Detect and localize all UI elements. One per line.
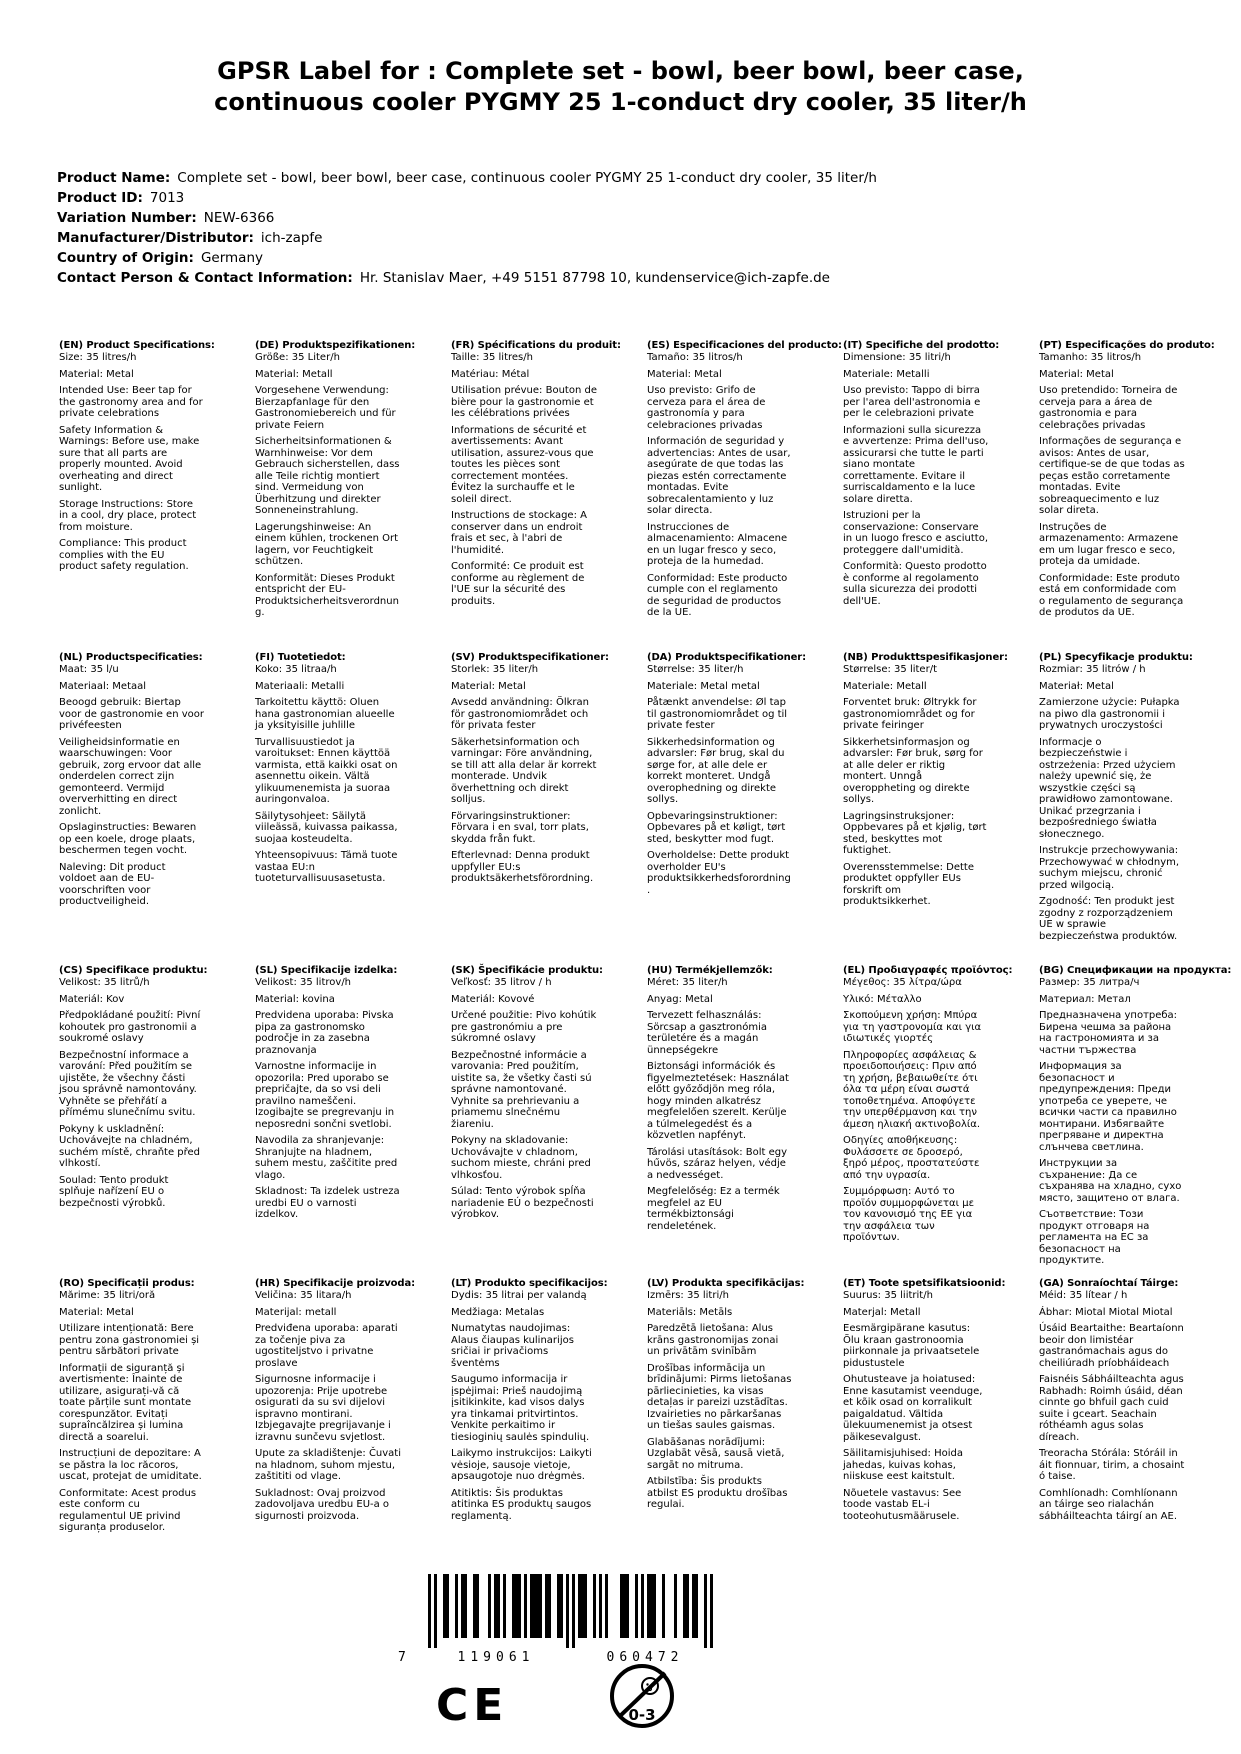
field-value: Complete set - bowl, beer bowl, beer case, continuous cooler PYGMY 25 1-conduct dry cooler, 35 liter/h xyxy=(177,170,877,186)
spec-paragraph: Ohutusteave ja hoiatused: Enne kasutamist veenduge, et kõik osad on korralikult paigaldatud. Vältida ülekuumenemist ja otsest päikesevalgust. xyxy=(843,1374,983,1443)
spec-paragraph: Treoracha Stórála: Stóráil in áit fionnuar, tirim, a chosaint ó taise. xyxy=(1039,1448,1185,1482)
spec-paragraph: Faisnéis Sábháilteachta agus Rabhadh: Roimh úsáid, déan cinnte go bhfuil gach cuid suite i gceart. Seachain róthéamh agus solas díreach. xyxy=(1039,1374,1184,1443)
barcode-prefix-digit: 7 xyxy=(398,1650,406,1665)
lang-block-nb xyxy=(843,652,1039,908)
spec-paragraph: Atitiktis: Šis produktas atitinka ES produktų saugos reglamentą. xyxy=(451,1487,592,1522)
lang-heading: (SL) Specifikacije izdelka: xyxy=(255,965,398,976)
lang-block-lv xyxy=(647,1278,843,1511)
spec-paragraph: Ábhar: Miotal Miotal Miotal xyxy=(1039,1306,1173,1318)
field-label: Product Name: xyxy=(57,170,171,186)
spec-paragraph: Συμμόρφωση: Αυτό το προϊόν συμμορφώνεται με τον κανονισμό της ΕΕ για την ασφάλεια των προϊόντων. xyxy=(843,1186,974,1243)
spec-paragraph: Uso previsto: Tappo di birra per l'area dell'astronomia e per le celebrazioni private xyxy=(843,385,981,419)
spec-paragraph: Informații de siguranță și avertismente: Înainte de utilizare, asigurați-vă că toate părțile sunt montate corespunzător. Evitați supraîncălzirea și lumina directă a soarelui. xyxy=(59,1362,192,1443)
lang-heading: (HU) Termékjellemzők: xyxy=(647,965,773,976)
lang-block-es xyxy=(647,340,843,619)
lang-block-ga xyxy=(1039,1278,1235,1522)
spec-paragraph: Megfelelőség: Ez a termék megfelel az EU termékbiztonsági rendeletének. xyxy=(647,1186,780,1232)
lang-heading: (DE) Produktspezifikationen: xyxy=(255,340,416,351)
spec-paragraph: Skladnost: Ta izdelek ustreza uredbi EU o varnosti izdelkov. xyxy=(255,1186,400,1220)
spec-paragraph: Pokyny k uskladnění: Uchovávejte na chladném, suchém místě, chraňte před vlhkostí. xyxy=(59,1123,201,1169)
lang-block-fr xyxy=(451,340,647,607)
spec-paragraph: Tamanho: 35 litros/h xyxy=(1039,352,1142,363)
spec-paragraph: Material: Metal xyxy=(1039,368,1114,380)
spec-paragraph: Soulad: Tento produkt splňuje nařízení EU o bezpečnosti výrobků. xyxy=(59,1174,169,1209)
lang-block-ro xyxy=(59,1278,255,1534)
lang-block-hr xyxy=(255,1278,451,1522)
spec-paragraph: Μέγεθος: 35 λίτρα/ώρα xyxy=(843,977,962,988)
field-label: Variation Number: xyxy=(57,210,197,226)
spec-paragraph: Overholdelse: Dette produkt overholder EU's produktsikkerhedsforordning. xyxy=(647,850,791,896)
spec-paragraph: Upute za skladištenje: Čuvati na hladnom, suhom mjestu, zaštititi od vlage. xyxy=(255,1448,402,1482)
spec-paragraph: Материал: Метал xyxy=(1039,993,1131,1005)
spec-paragraph: Størrelse: 35 liter/t xyxy=(843,664,937,675)
field-label: Manufacturer/Distributor: xyxy=(57,230,254,246)
spec-paragraph: Taille: 35 litres/h xyxy=(451,352,533,363)
spec-paragraph: Storage Instructions: Store in a cool, dry place, protect from moisture. xyxy=(59,498,197,533)
spec-paragraph: Atbilstība: Šis produkts atbilst ES produktu drošības regulai. xyxy=(647,1476,788,1510)
spec-paragraph: Safety Information & Warnings: Before use, make sure that all parts are properly mounted. Avoid overheating and direct sunlight. xyxy=(59,424,200,493)
spec-paragraph: Numatytas naudojimas: Alaus čiaupas kulinarijos sričiai ir privačioms šventėms xyxy=(451,1323,574,1369)
spec-paragraph: Opbevaringsinstruktioner: Opbevares på et køligt, tørt sted, beskytter mod fugt. xyxy=(647,810,786,845)
lang-block-de xyxy=(255,340,451,619)
field-value: NEW-6366 xyxy=(203,210,275,226)
lang-heading: (ES) Especificaciones del producto: xyxy=(647,340,842,351)
spec-paragraph: Mărime: 35 litri/oră xyxy=(59,1290,156,1301)
lang-heading: (NL) Productspecificaties: xyxy=(59,652,203,663)
spec-paragraph: Material: Metal xyxy=(59,368,134,380)
spec-paragraph: Utilizare intenționată: Bere pentru zona gastronomiei și pentru sărbători private xyxy=(59,1323,200,1357)
spec-paragraph: Predviđena uporaba: aparati za točenje piva za ugostiteljstvo i privatne proslave xyxy=(255,1323,398,1369)
spec-paragraph: Lagringsinstruksjoner: Oppbevares på et kjølig, tørt sted, beskyttes mot fuktighet. xyxy=(843,810,987,856)
lang-heading: (LV) Produkta specifikācijas: xyxy=(647,1278,805,1289)
spec-paragraph: Οδηγίες αποθήκευσης: Φυλάσσετε σε δροσερό, ξηρό μέρος, προστατεύστε από την υγρασία. xyxy=(843,1135,980,1181)
lang-block-sv xyxy=(451,652,647,885)
spec-paragraph: Efterlevnad: Denna produkt uppfyller EU:s produktsäkerhetsförordning. xyxy=(451,850,594,884)
spec-paragraph: Предназначена употреба: Бирена чешма за района на гастрономията и за частни тържества xyxy=(1039,1010,1178,1056)
spec-paragraph: Istruzioni per la conservazione: Conservare in un luogo fresco e asciutto, proteggere dall'umidità. xyxy=(843,510,989,556)
spec-paragraph: Súlad: Tento výrobok spĺňa nariadenie EÚ o bezpečnosti výrobkov. xyxy=(451,1186,594,1220)
spec-paragraph: Material: Metal xyxy=(647,368,722,380)
spec-paragraph: Laikymo instrukcijos: Laikyti vėsioje, sausoje vietoje, apsaugotoje nuo drėgmės. xyxy=(451,1448,592,1482)
spec-paragraph: Sukladnost: Ovaj proizvod zadovoljava uredbu EU-a o sigurnosti proizvoda. xyxy=(255,1487,390,1522)
spec-paragraph: Určené použitie: Pivo kohútik pre gastronómiu a pre súkromné oslavy xyxy=(451,1010,597,1044)
spec-paragraph: Materjal: Metall xyxy=(843,1306,921,1318)
spec-paragraph: Bezpečnostní informace a varování: Před použitím se ujistěte, že všechny části jsou správně namontovány. Vyhněte se přehřátí a přímému slunečnímu svitu. xyxy=(59,1049,197,1118)
spec-paragraph: Materiaal: Metaal xyxy=(59,680,147,692)
spec-paragraph: Material: Metal xyxy=(451,680,526,692)
spec-paragraph: Съответствие: Този продукт отговаря на регламента на ЕС за безопасност на продуктите. xyxy=(1039,1209,1150,1266)
spec-paragraph: Conformidad: Este producto cumple con el reglamento de seguridad de productos de la UE. xyxy=(647,572,788,618)
spec-paragraph: Materiāls: Metāls xyxy=(647,1306,733,1318)
lang-heading: (NB) Produkttspesifikasjoner: xyxy=(843,652,1008,663)
spec-paragraph: Säilitamisjuhised: Hoida jahedas, kuivas kohas, niiskuse eest kaitstult. xyxy=(843,1448,963,1482)
spec-paragraph: Overensstemmelse: Dette produktet oppfyller EUs forskrift om produktsikkerhet. xyxy=(843,861,974,907)
barcode-group1-digits: 119061 xyxy=(457,1650,535,1665)
spec-paragraph: Tervezett felhasználás: Sörcsap a gasztronómia területére és a magán ünnepségekre xyxy=(647,1010,767,1056)
spec-paragraph: Saugumo informacija ir įspėjimai: Prieš naudojimą įsitikinkite, kad visos dalys yra tinkamai pritvirtintos. Venkite perkaitimo ir tiesioginių saulės spindulių. xyxy=(451,1374,590,1443)
spec-paragraph: Υλικό: Μέταλλο xyxy=(843,993,922,1005)
lang-heading: (FR) Spécifications du produit: xyxy=(451,340,621,351)
spec-paragraph: Tamaño: 35 litros/h xyxy=(647,352,743,363)
spec-paragraph: Material: Metal xyxy=(59,1306,134,1318)
lang-heading: (EL) Προδιαγραφές προϊόντος: xyxy=(843,965,1013,976)
product-info-field xyxy=(57,268,877,288)
lang-block-lt xyxy=(451,1278,647,1522)
spec-paragraph: Paredzētā lietošana: Alus krāns gastronomijas zonai un privātām svinībām xyxy=(647,1323,779,1357)
spec-paragraph: Velikost: 35 litrov/h xyxy=(255,977,352,988)
spec-paragraph: Compliance: This product complies with the EU product safety regulation. xyxy=(59,538,189,572)
lang-heading: (HR) Specifikacije proizvoda: xyxy=(255,1278,416,1289)
spec-paragraph: Dimensione: 35 litri/h xyxy=(843,352,951,363)
spec-paragraph: Tárolási utasítások: Bolt egy hűvös, száraz helyen, védje a nedvességet. xyxy=(647,1146,788,1181)
field-label: Country of Origin: xyxy=(57,250,194,266)
spec-paragraph: Materijal: metall xyxy=(255,1306,337,1318)
spec-paragraph: Material: kovina xyxy=(255,993,335,1005)
spec-paragraph: Suurus: 35 liitrit/h xyxy=(843,1290,933,1301)
spec-paragraph: Sikkerhedsinformation og advarsler: Før brug, skal du sørge for, at alle dele er korrekt monteret. Undgå overophedning og direkte sollys. xyxy=(647,736,785,805)
field-value: Germany xyxy=(200,250,263,266)
spec-paragraph: Veličina: 35 litara/h xyxy=(255,1290,352,1301)
spec-paragraph: Instructions de stockage: A conserver dans un endroit frais et sec, à l'abri de l'humidité. xyxy=(451,510,587,556)
spec-paragraph: Avsedd användning: Ölkran för gastronomiområdet och för privata fester xyxy=(451,697,589,731)
spec-paragraph: Sicherheitsinformationen & Warnhinweise: Vor dem Gebrauch sicherstellen, dass alle Teile richtig montiert sind. Vermeidung von Überhitzung und direkter Sonneneinstrahlung. xyxy=(255,436,400,516)
spec-paragraph: Nõuetele vastavus: See toode vastab EL-i tooteohutusmäärusele. xyxy=(843,1487,962,1522)
spec-paragraph: Lagerungshinweise: An einem kühlen, trockenen Ort lagern, vor Feuchtigkeit schützen. xyxy=(255,521,399,567)
lang-block-bg xyxy=(1039,965,1235,1267)
spec-paragraph: Biztonsági információk és figyelmeztetések: Használat előtt győződjön meg róla, hogy minden alkatrész megfelelően szerelt. Kerülje a túlmelegedést és a közvetlen napfényt. xyxy=(647,1061,789,1141)
spec-paragraph: Izmērs: 35 litri/h xyxy=(647,1290,729,1301)
ce-mark-icon: CE xyxy=(436,1680,509,1731)
spec-paragraph: Maat: 35 l/u xyxy=(59,664,119,675)
spec-paragraph: Størrelse: 35 liter/h xyxy=(647,664,744,675)
spec-paragraph: Zamierzone użycie: Pułapka na piwo dla gastronomii i prywatnych uroczystości xyxy=(1039,697,1180,731)
spec-paragraph: Veľkosť: 35 litrov / h xyxy=(451,977,552,988)
spec-paragraph: Medžiaga: Metalas xyxy=(451,1306,545,1318)
barcode-group2-digits: 060472 xyxy=(606,1650,684,1665)
spec-paragraph: Opslaginstructies: Bewaren op een koele, droge plaats, beschermen tegen vocht. xyxy=(59,822,197,856)
spec-paragraph: Информация за безопасност и предупреждения: Преди употреба се уверете, че всички части са правилно монтирани. Избягвайте прегряване и директна слънчева светлина. xyxy=(1039,1061,1177,1153)
lang-block-pl xyxy=(1039,652,1235,942)
lang-block-et xyxy=(843,1278,1039,1522)
lang-block-sl xyxy=(255,965,451,1221)
lang-block-nl xyxy=(59,652,255,908)
spec-paragraph: Conformité: Ce produit est conforme au règlement de l'UE sur la sécurité des produits. xyxy=(451,561,585,607)
spec-paragraph: Uso previsto: Grifo de cerveza para el área de gastronomía y para celebraciones privadas xyxy=(647,385,766,431)
product-info-field xyxy=(57,208,877,228)
lang-block-hu xyxy=(647,965,843,1232)
spec-paragraph: Size: 35 litres/h xyxy=(59,352,137,363)
spec-paragraph: Vorgesehene Verwendung: Bierzapfanlage für den Gastronomiebereich und für private Feiern xyxy=(255,385,396,431)
spec-paragraph: Informazioni sulla sicurezza e avvertenze: Prima dell'uso, assicurarsi che tutte le parti siano montate correttamente. Evitare il surriscaldamento e la luce solare diretta. xyxy=(843,424,989,505)
spec-paragraph: Bezpečnostné informácie a varovania: Pred použitím, uistite sa, že všetky časti sú správne namontované. Vyhnite sa prehrievaniu a priamemu slnečnému žiareniu. xyxy=(451,1049,592,1130)
spec-paragraph: Forventet bruk: Øltrykk for gastronomiområdet og for private feiringer xyxy=(843,697,977,731)
spec-paragraph: Σκοπούμενη χρήση: Μπύρα για τη γαστρονομία και για ιδιωτικές γιορτές xyxy=(843,1010,982,1044)
spec-paragraph: Rozmiar: 35 litrów / h xyxy=(1039,664,1146,675)
field-label: Product ID: xyxy=(57,190,143,206)
lang-heading: (CS) Specifikace produktu: xyxy=(59,965,208,976)
lang-block-cs xyxy=(59,965,255,1209)
spec-paragraph: Informations de sécurité et avertissements: Avant utilisation, assurez-vous que toutes les pièces sont correctement montées. Évitez la surchauffe et le soleil direct. xyxy=(451,424,594,505)
spec-paragraph: Materiál: Kovové xyxy=(451,993,535,1005)
lang-block-pt xyxy=(1039,340,1235,619)
spec-paragraph: Materiale: Metall xyxy=(843,680,927,692)
lang-heading: (SV) Produktspecifikationer: xyxy=(451,652,609,663)
lang-heading: (ET) Toote spetsifikatsioonid: xyxy=(843,1278,1006,1289)
lang-heading: (RO) Specificații produs: xyxy=(59,1278,195,1289)
page-title: GPSR Label for : Complete set - bowl, beer bowl, beer case, continuous cooler PYGMY 25 1-conduct dry cooler, 35 liter/h xyxy=(214,57,1027,117)
spec-paragraph: Eesmärgipärane kasutus: Õlu kraan gastronoomia piirkonnale ja privaatsetele pidustustele xyxy=(843,1323,980,1369)
spec-paragraph: Größe: 35 Liter/h xyxy=(255,352,340,363)
spec-paragraph: Comhlíonadh: Comhlíonann an táirge seo rialachán sábháilteachta táirgí an AE. xyxy=(1039,1487,1178,1522)
spec-paragraph: Säkerhetsinformation och varningar: Före användning, se till att alla delar är korrekt monterade. Undvik överhettning och direkt solljus. xyxy=(451,736,597,805)
spec-paragraph: Conformidade: Este produto está em conformidade com o regulamento de segurança de produtos da UE. xyxy=(1039,572,1184,618)
spec-paragraph: Yhteensopivuus: Tämä tuote vastaa EU:n tuoteturvallisuusasetusta. xyxy=(255,850,398,884)
spec-paragraph: Beoogd gebruik: Biertap voor de gastronomie en voor privéfeesten xyxy=(59,697,204,731)
spec-paragraph: Glabāšanas norādījumi: Uzglabāt vēsā, sausā vietā, sargāt no mitruma. xyxy=(647,1436,785,1471)
spec-paragraph: Sigurnosne informacije i upozorenja: Prije upotrebe osigurati da su svi dijelovi ispravno montirani. Izbjegavajte pregrijavanje i izravnu sunčevu svjetlost. xyxy=(255,1374,391,1443)
spec-paragraph: Intended Use: Beer tap for the gastronomy area and for private celebrations xyxy=(59,385,203,419)
lang-heading: (LT) Produkto specifikacijos: xyxy=(451,1278,608,1289)
spec-paragraph: Dydis: 35 litrai per valandą xyxy=(451,1290,587,1301)
lang-block-it xyxy=(843,340,1039,607)
spec-paragraph: Informações de segurança e avisos: Antes de usar, certifique-se de que todas as peças estão corretamente montadas. Evite sobreaquecimento e luz solar direta. xyxy=(1039,436,1185,516)
spec-paragraph: Tarkoitettu käyttö: Oluen hana gastronomian alueelle ja yksityisille juhlille xyxy=(255,697,395,731)
lang-heading: (SK) Špecifikácie produktu: xyxy=(451,965,603,976)
spec-paragraph: Förvaringsinstruktioner: Förvara i en sval, torr plats, skydda från fukt. xyxy=(451,810,589,845)
spec-paragraph: Drošības informācija un brīdinājumi: Pirms lietošanas pārliecinieties, ka visas detaļas ir pareizi uzstādītas. Izvairieties no pārkaršanas un tiešas saules gaismas. xyxy=(647,1362,792,1431)
spec-paragraph: Materiaali: Metalli xyxy=(255,680,345,692)
lang-block-el xyxy=(843,965,1039,1244)
spec-paragraph: Materiale: Metalli xyxy=(843,368,930,380)
lang-heading: (FI) Tuotetiedot: xyxy=(255,652,346,663)
spec-paragraph: Materiał: Metal xyxy=(1039,680,1114,692)
field-value: Hr. Stanislav Maer, +49 5151 87798 10, kundenservice@ich-zapfe.de xyxy=(359,270,830,286)
lang-block-sk xyxy=(451,965,647,1221)
spec-paragraph: Méid: 35 lítear / h xyxy=(1039,1290,1128,1301)
spec-paragraph: Πληροφορίες ασφάλειας & προειδοποιήσεις: Πριν από τη χρήση, βεβαιωθείτε ότι όλα τα μέρη είναι σωστά τοποθετημένα. Αποφύγετε την υπερθέρμανση και την άμεση ηλιακή ακτινοβολία. xyxy=(843,1049,981,1130)
spec-paragraph: Naleving: Dit product voldoet aan de EU-voorschriften voor productveiligheid. xyxy=(59,861,166,907)
spec-paragraph: Instrucțiuni de depozitare: A se păstra la loc răcoros, uscat, protejat de umiditate. xyxy=(59,1448,202,1482)
spec-paragraph: Turvallisuustiedot ja varoitukset: Ennen käyttöä varmista, että kaikki osat on asennettu oikein. Vältä ylikuumenemista ja suoraa auringonvaloa. xyxy=(255,736,398,805)
lang-row xyxy=(59,965,1235,1267)
spec-paragraph: Veiligheidsinformatie en waarschuwingen: Voor gebruik, zorg ervoor dat alle onderdelen correct zijn gemonteerd. Vermijd oververhitting en direct zonlicht. xyxy=(59,736,202,817)
age-warning-icon xyxy=(608,1662,678,1750)
spec-paragraph: Méret: 35 liter/h xyxy=(647,977,728,988)
spec-paragraph: Påtænkt anvendelse: Øl tap til gastronomiområdet og til private fester xyxy=(647,697,788,731)
barcode xyxy=(398,1574,713,1668)
spec-paragraph: Materiale: Metal metal xyxy=(647,680,760,692)
lang-heading: (PL) Specyfikacje produktu: xyxy=(1039,652,1193,663)
spec-paragraph: Material: Metall xyxy=(255,368,333,380)
product-info-field xyxy=(57,188,877,208)
spec-paragraph: Zgodność: Ten produkt jest zgodny z rozporządzeniem UE w sprawie bezpieczeństwa produktów. xyxy=(1039,896,1178,942)
lang-block-fi xyxy=(255,652,451,885)
product-info-field xyxy=(57,248,877,268)
spec-paragraph: Conformitate: Acest produs este conform cu regulamentul UE privind siguranța produselor. xyxy=(59,1487,197,1533)
lang-heading: (BG) Спецификации на продукта: xyxy=(1039,965,1232,976)
spec-paragraph: Instrucciones de almacenamiento: Almacene en un lugar fresco y seco, proteja de la humedad. xyxy=(647,521,788,567)
field-value: 7013 xyxy=(149,190,185,206)
barcode-bars xyxy=(428,1574,713,1648)
spec-paragraph: Konformität: Dieses Produkt entspricht der EU-Produktsicherheitsverordnung. xyxy=(255,572,399,618)
product-info-field xyxy=(57,228,877,248)
product-info-field xyxy=(57,168,877,188)
spec-paragraph: Инструкции за съхранение: Да се съхранява на хладно, сухо място, защитено от влага. xyxy=(1039,1158,1182,1204)
lang-block-en xyxy=(59,340,255,573)
lang-heading: (PT) Especificações do produto: xyxy=(1039,340,1215,351)
lang-row xyxy=(59,652,1235,942)
spec-paragraph: Conformità: Questo prodotto è conforme al regolamento sulla sicurezza dei prodotti dell'UE. xyxy=(843,561,987,607)
lang-heading: (EN) Product Specifications: xyxy=(59,340,215,351)
lang-block-da xyxy=(647,652,843,896)
spec-paragraph: Размер: 35 литра/ч xyxy=(1039,977,1140,988)
lang-row xyxy=(59,1278,1235,1534)
lang-heading: (DA) Produktspecifikationer: xyxy=(647,652,807,663)
spec-paragraph: Předpokládané použití: Pivní kohoutek pro gastronomii a soukromé oslavy xyxy=(59,1010,201,1044)
spec-paragraph: Navodila za shranjevanje: Shranjujte na hladnem, suhem mestu, zaščitite pred vlago. xyxy=(255,1135,398,1181)
spec-paragraph: Pokyny na skladovanie: Uchovávajte v chladnom, suchom mieste, chráni pred vlhkosťou. xyxy=(451,1135,591,1181)
age-warning-label: 0-3 xyxy=(628,1706,656,1724)
spec-paragraph: Uso pretendido: Torneira de cerveja para a área de gastronomia e para celebrações privadas xyxy=(1039,385,1178,431)
field-value: ich-zapfe xyxy=(260,230,323,246)
spec-paragraph: Utilisation prévue: Bouton de bière pour la gastronomie et les célébrations privées xyxy=(451,385,597,419)
spec-paragraph: Matériau: Métal xyxy=(451,368,530,380)
spec-paragraph: Úsáid Beartaithe: Beartaíonn beoir don limistéar gastranómachais agus do cheiliúradh príobháideach xyxy=(1039,1323,1184,1369)
spec-paragraph: Información de seguridad y advertencias: Antes de usar, asegúrate de que todas las piezas estén correctamente montadas. Evite sobrecalentamiento y luz solar directa. xyxy=(647,436,791,516)
spec-paragraph: Informacje o bezpieczeństwie i ostrzeżenia: Przed użyciem należy upewnić się, że wszystkie części są prawidłowo zamontowane. Unikać przegrzania i bezpośredniego światła słonecznego. xyxy=(1039,736,1176,840)
spec-paragraph: Instruções de armazenamento: Armazene em um lugar fresco e seco, proteja da umidade. xyxy=(1039,521,1179,567)
spec-paragraph: Säilytysohjeet: Säilytä viileässä, kuivassa paikassa, suojaa kosteudelta. xyxy=(255,810,398,845)
lang-heading: (IT) Specifiche del prodotto: xyxy=(843,340,1000,351)
spec-paragraph: Instrukcje przechowywania: Przechowywać w chłodnym, suchym miejscu, chronić przed wilgocią. xyxy=(1039,845,1180,891)
spec-paragraph: Storlek: 35 liter/h xyxy=(451,664,539,675)
product-info-block xyxy=(57,168,877,288)
spec-paragraph: Koko: 35 litraa/h xyxy=(255,664,337,675)
lang-row xyxy=(59,340,1235,619)
spec-paragraph: Predvidena uporaba: Pivska pipa za gastronomsko področje in za zasebna praznovanja xyxy=(255,1010,394,1056)
spec-paragraph: Varnostne informacije in opozorila: Pred uporabo se prepričajte, da so vsi deli pravilno nameščeni. Izogibajte se pregrevanju in neposredni sončni svetlobi. xyxy=(255,1061,395,1130)
spec-paragraph: Velikost: 35 litrů/h xyxy=(59,977,150,988)
field-label: Contact Person & Contact Information: xyxy=(57,270,353,286)
lang-heading: (GA) Sonraíochtaí Táirge: xyxy=(1039,1278,1179,1289)
spec-paragraph: Sikkerhetsinformasjon og advarsler: Før bruk, sørg for at alle deler er riktig montert. Unngå overoppheting og direkte sollys. xyxy=(843,736,983,805)
spec-paragraph: Materiál: Kov xyxy=(59,993,125,1005)
spec-paragraph: Anyag: Metal xyxy=(647,993,713,1005)
